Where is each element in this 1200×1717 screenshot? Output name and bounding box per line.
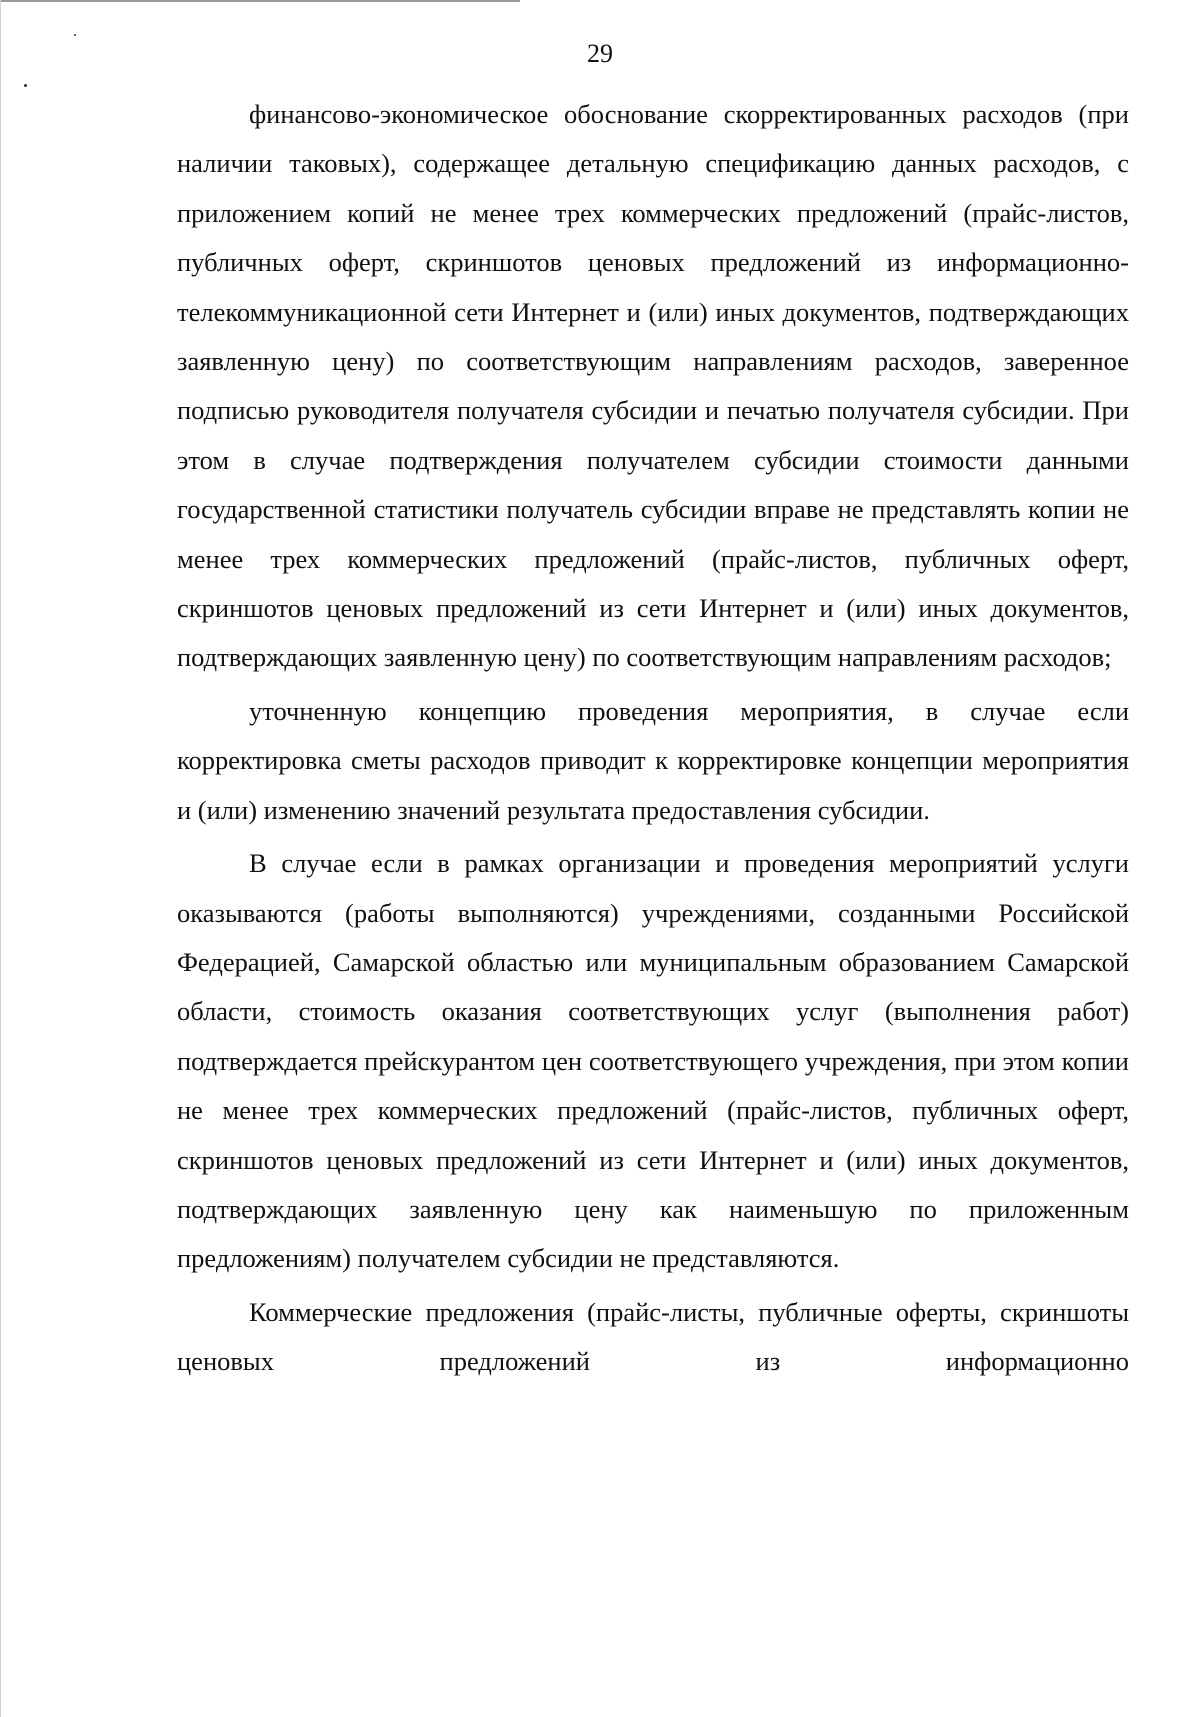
document-body [177,90,1129,1387]
paragraph-commercial-offers: Коммерческие предложения (прайс-листы, публичные оферты, скриншоты ценовых предложений из информационно [177,1296,1129,1377]
scan-speck [24,84,27,87]
paragraph-institution-services: В случае если в рамках организации и проведения мероприятий услуги оказываются (работы выполняются) учреждениями, созданными Российской Федерацией, Самарской областью или муниципальным образованием Самарской области, стоимость оказания соответствующих услуг (выполнения работ) подтверждается прейскурантом цен соответствующего учреждения, при этом копии не менее трех коммерческих предложений (прайс-листов, публичных оферт, скриншотов ценовых предложений из сети Интернет и (или) иных документов, подтверждающих заявленную цену как наименьшую по приложенным предложениям) получателем субсидии не представляются. [177,848,1129,1274]
paragraph-financial-justification: финансово-экономическое обоснование скорректированных расходов (при наличии таковых), содержащее детальную спецификацию данных расходов, с приложением копий не менее трех коммерческих предложений (прайс-листов, публичных оферт, скриншотов ценовых предложений из информационно-телекоммуникационной сети Интернет и (или) иных документов, подтверждающих заявленную цену) по соответствующим направлениям расходов, заверенное подписью руководителя получателя субсидии и печатью получателя субсидии. При этом в случае подтверждения получателем субсидии стоимости данными государственной статистики получатель субсидии вправе не представлять копии не менее трех коммерческих предложений (прайс-листов, публичных оферт, скриншотов ценовых предложений из сети Интернет и (или) иных документов, подтверждающих заявленную цену) по соответствующим направлениям расходов; [177,99,1129,673]
page-number: 29 [587,39,613,68]
paragraph-updated-concept: уточненную концепцию проведения мероприятия, в случае если корректировка сметы расходов приводит к корректировке концепции мероприятия и (или) изменению значений результата предоставления субсидии. [177,695,1129,825]
scan-edge-top [0,0,520,2]
scan-edge-left [0,0,1,1717]
